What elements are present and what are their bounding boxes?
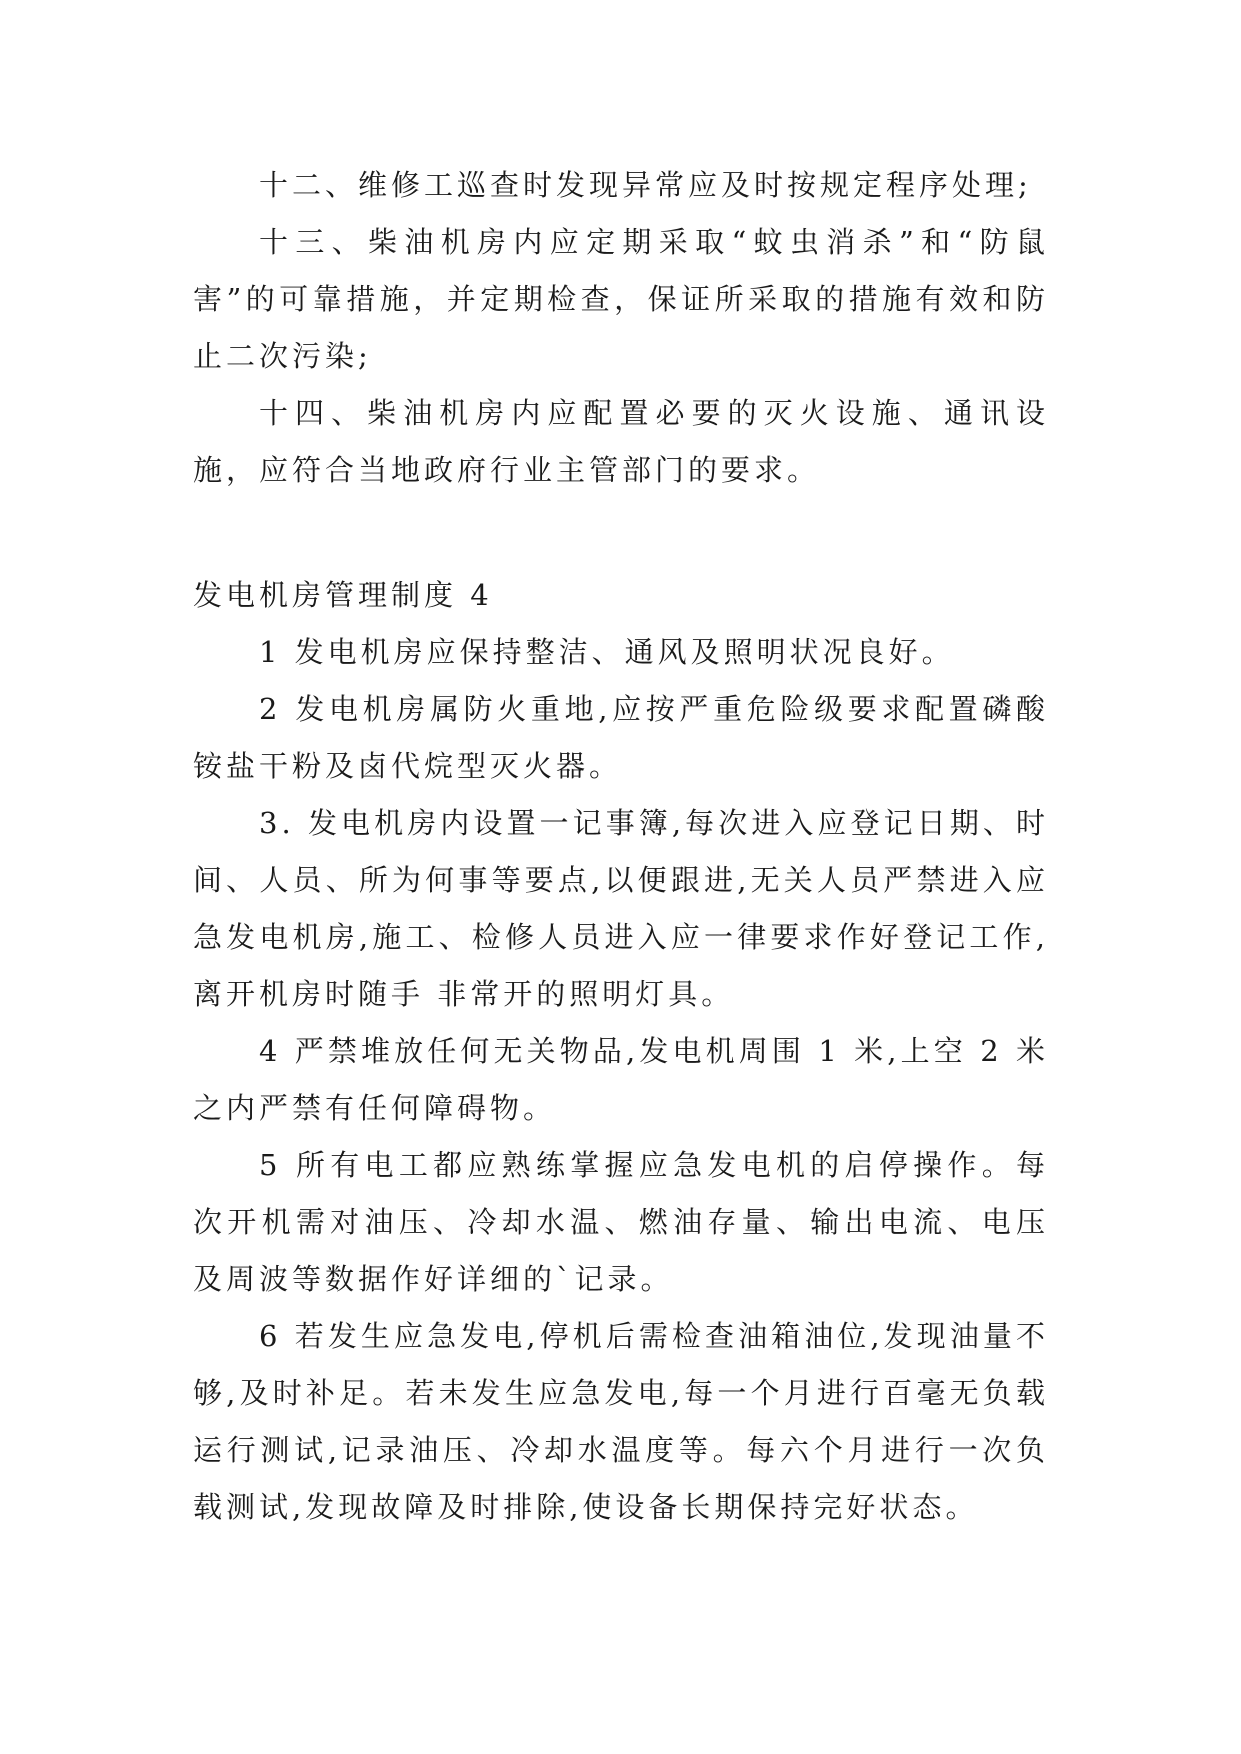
rule-paragraph-14: 十四、柴油机房内应配置必要的灭火设施、通讯设施，应符合当地政府行业主管部门的要求。 (193, 396, 1049, 487)
continued-rules-section (193, 157, 1049, 499)
rule-item-3: 3. 发电机房内设置一记事簿,每次进入应登记日期、时间、人员、所为何事等要点,以便跟进,无关人员严禁进入应急发电机房,施工、检修人员进入应一律要求作好登记工作,离开机房时随手 非常开的照明灯具。 (193, 806, 1049, 1011)
rule-item-4: 4 严禁堆放任何无关物品,发电机周围 1 米,上空 2 米之内严禁有任何障碍物。 (193, 1034, 1049, 1125)
rule-item-2: 2 发电机房属防火重地,应按严重危险级要求配置磷酸铵盐干粉及卤代烷型灭火器。 (193, 692, 1049, 783)
section-title: 发电机房管理制度 4 (193, 578, 493, 612)
rule-paragraph-12: 十二、维修工巡查时发现异常应及时按规定程序处理; (259, 168, 1032, 202)
generator-room-section (193, 567, 1049, 1536)
rule-item-1: 1 发电机房应保持整洁、通风及照明状况良好。 (259, 635, 955, 669)
rule-item-6: 6 若发生应急发电,停机后需检查油箱油位,发现油量不够,及时补足。若未发生应急发电,每一个月进行百毫无负载运行测试,记录油压、冷却水温度等。每六个月进行一次负载测试,发现故障及时排除,使设备长期保持完好状态。 (193, 1319, 1049, 1524)
rule-item-5: 5 所有电工都应熟练掌握应急发电机的启停操作。每次开机需对油压、冷却水温、燃油存量、输出电流、电压及周波等数据作好详细的`记录。 (193, 1148, 1049, 1296)
rule-paragraph-13: 十三、柴油机房内应定期采取“蚊虫消杀”和“防鼠害”的可靠措施，并定期检查，保证所采取的措施有效和防止二次污染; (193, 225, 1049, 373)
